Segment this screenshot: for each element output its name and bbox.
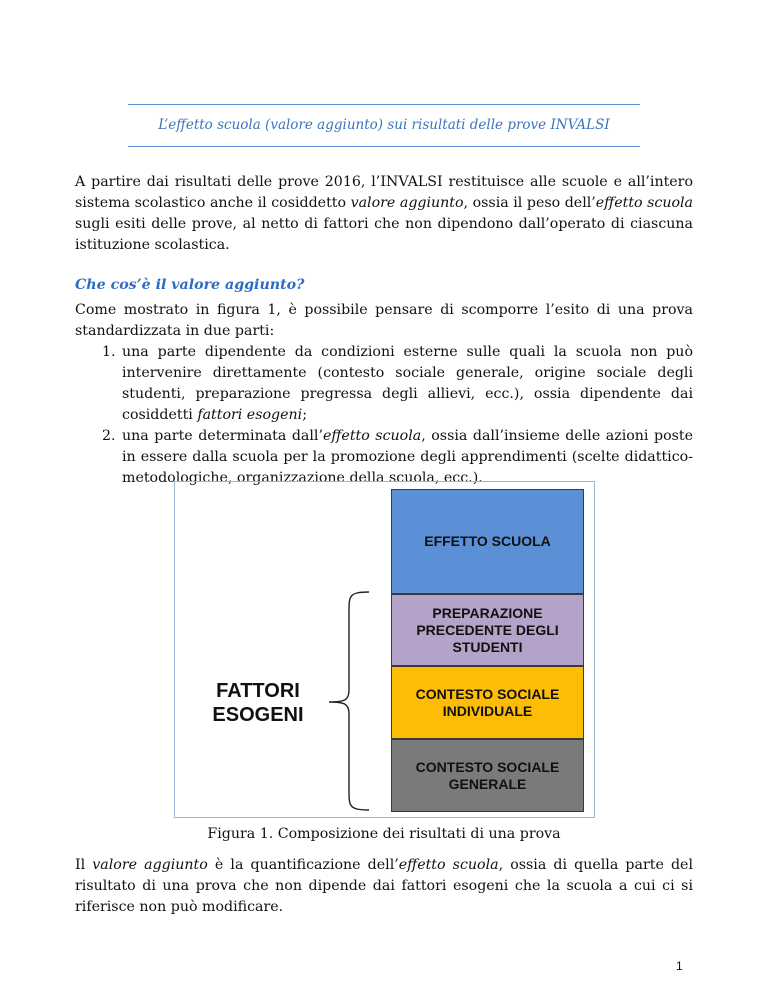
intro-text-2: , ossia il peso dell’: [463, 195, 596, 211]
list-item: [75, 426, 693, 489]
segment-contesto-sociale-individuale: CONTESTO SOCIALE INDIVIDUALE: [391, 666, 584, 739]
conclusion-emphasis-effetto-scuola: effetto scuola: [398, 857, 499, 873]
conclusion-text-3: , ossia di quella parte del risultato di una prova che non dipende dai fattori esogeni che la scuola a cui ci si riferisce non può modificare.: [75, 857, 693, 915]
header-bottom-rule: [128, 146, 640, 147]
section-lead-paragraph: Come mostrato in figura 1, è possibile pensare di scomporre l’esito di una prova standardizzata in due parti:: [75, 302, 693, 339]
conclusion-text-2: è la quantificazione dell’: [207, 857, 399, 873]
page-number: 1: [676, 959, 683, 973]
list-item-emphasis: effetto scuola: [322, 428, 422, 444]
segment-preparazione-precedente: PREPARAZIONE PRECEDENTE DEGLI STUDENTI: [391, 594, 584, 666]
figure-1: [174, 481, 595, 818]
list-item-number: 2.: [102, 428, 116, 444]
header-top-rule: [128, 104, 640, 105]
segment-effetto-scuola: EFFETTO SCUOLA: [391, 489, 584, 594]
intro-emphasis-valore-aggiunto: valore aggiunto: [350, 195, 464, 211]
fattori-esogeni-label: FATTORI ESOGENI: [212, 680, 304, 726]
figure-caption: Figura 1. Composizione dei risultati di una prova: [207, 826, 561, 842]
conclusion-paragraph: [75, 855, 693, 918]
intro-paragraph: [75, 172, 693, 256]
list-item-text: una parte dipendente da condizioni esterne sulle quali la scuola non può intervenire direttamente (contesto sociale generale, origine sociale degli studenti, preparazione pregressa degli allievi, ecc.), ossia dipendente dai cosiddetti: [122, 344, 693, 423]
curly-brace-icon: [325, 590, 375, 812]
list-item: [75, 342, 693, 426]
list-item-text-end: , ossia dall’insieme delle azioni poste in essere dalla scuola per la promozione degli apprendimenti (scelte didattico-metodologiche, organizzazione della scuola, ecc.).: [122, 428, 693, 486]
components-list: [75, 342, 693, 489]
list-item-number: 1.: [102, 344, 116, 360]
conclusion-text-1: Il: [75, 857, 93, 873]
segment-contesto-sociale-generale: CONTESTO SOCIALE GENERALE: [391, 739, 584, 812]
list-item-text-end: ;: [302, 407, 307, 423]
intro-emphasis-effetto-scuola: effetto scuola: [595, 195, 694, 211]
list-item-emphasis: fattori esogeni: [197, 407, 303, 423]
section-heading: Che cos’è il valore aggiunto?: [75, 277, 305, 293]
intro-text-3: sugli esiti delle prove, al netto di fattori che non dipendono dall’operato di ciascuna istituzione scolastica.: [75, 216, 693, 253]
list-item-text: una parte determinata dall’: [122, 428, 323, 444]
page-header-title: L’effetto scuola (valore aggiunto) sui risultati delle prove INVALSI: [158, 117, 610, 133]
intro-text-1: A partire dai risultati delle prove 2016, l’INVALSI restituisce alle scuole e all’intero sistema scolastico anche il cosiddetto: [75, 174, 693, 211]
conclusion-emphasis-valore-aggiunto: valore aggiunto: [92, 857, 208, 873]
